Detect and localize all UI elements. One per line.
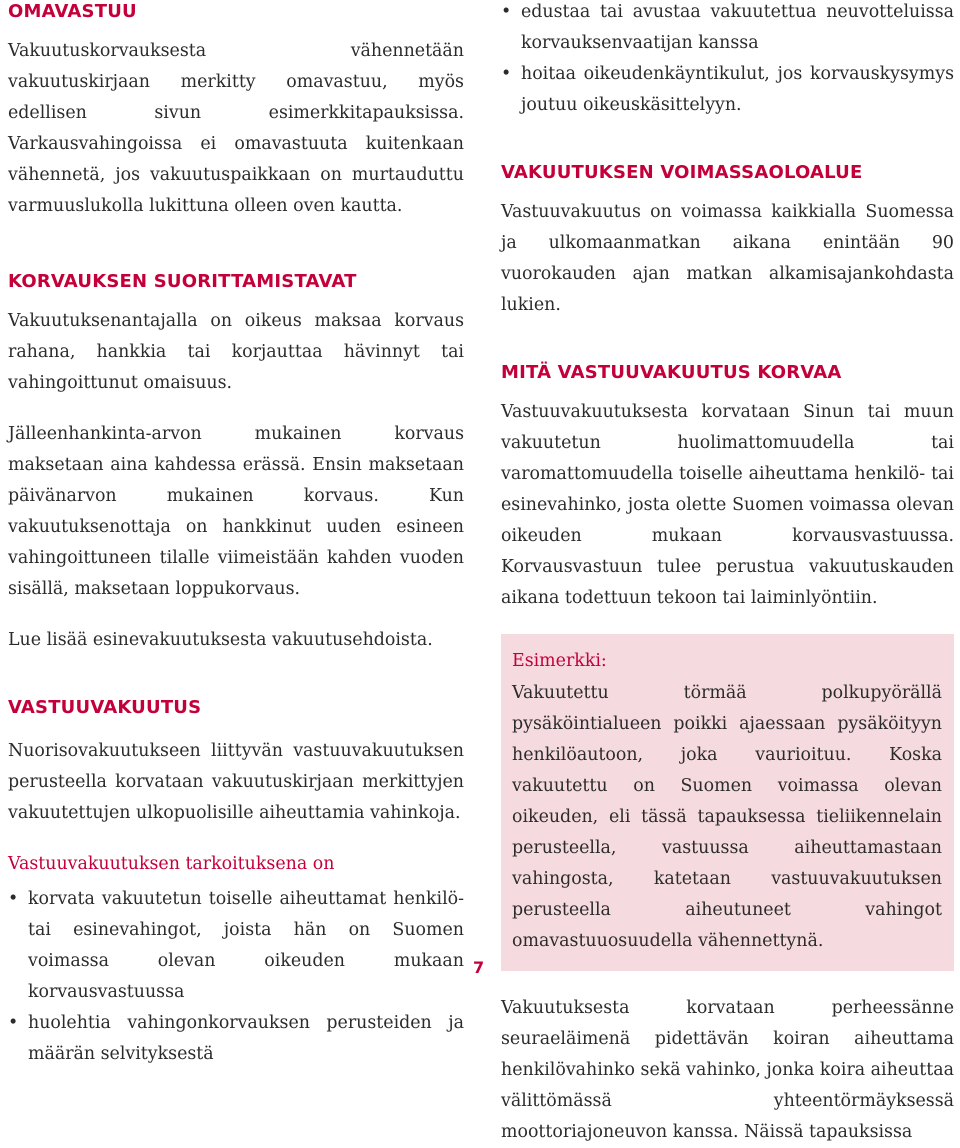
paragraph-jalleenhankinta: Jälleenhankinta-arvon mukainen korvaus maksetaan aina kahdessa erässä. Ensin maksetaan päivänarvon mukainen korvaus. Kun vakuutuksenottaja on hankkinut uuden esineen vahingoittuneen tilalle viimeistään kahden vuoden sisällä, maksetaan loppukorvaus. bbox=[8, 424, 464, 599]
paragraph-lue-lisaa: Lue lisää esinevakuutuksesta vakuutusehdoista. bbox=[8, 630, 433, 650]
list-item: • huolehtia vahingonkorvauksen perusteiden ja määrän selvityksestä bbox=[8, 1008, 464, 1070]
left-column bbox=[8, 0, 464, 1070]
purpose-list bbox=[8, 884, 464, 1070]
list-item: • edustaa tai avustaa vakuutettua neuvotteluissa korvauksenvaatijan kanssa bbox=[501, 0, 954, 59]
paragraph-vastuuvakuutus: Nuorisovakuutukseen liittyvän vastuuvakuutuksen perusteella korvataan vakuutuskirjaan merkittyjen vakuutettujen ulkopuolisille aiheuttamia vahinkoja. bbox=[8, 741, 464, 823]
paragraph-koira: Vakuutuksesta korvataan perheessänne seuraeläimenä pidettävän koiran aiheuttama henkilövahinko sekä vahinko, jonka koira aiheuttaa välittömässä yhteentörmäyksessä moottoriajoneuvon kanssa. Näissä tapauksissa bbox=[501, 998, 954, 1142]
heading-omavastuu: OMAVASTUU bbox=[8, 1, 137, 22]
example-box bbox=[501, 634, 954, 971]
page-number: 7 bbox=[473, 958, 485, 977]
list-item: • hoitaa oikeudenkäyntikulut, jos korvauskysymys joutuu oikeuskäsittelyyn. bbox=[501, 59, 954, 121]
subheading-tarkoitus: Vastuuvakuutuksen tarkoituksena on bbox=[8, 854, 335, 874]
continued-list bbox=[501, 0, 954, 121]
example-title: Esimerkki: bbox=[512, 651, 607, 671]
paragraph-korvaus-rahana: Vakuutuksenantajalla on oikeus maksaa korvaus rahana, hankkia tai korjauttaa hävinnyt tai vahingoittunut omaisuus. bbox=[8, 311, 464, 393]
heading-vastuuvakuutus: VASTUUVAKUUTUS bbox=[8, 697, 202, 718]
heading-voimassaoloalue: VAKUUTUKSEN VOIMASSAOLOALUE bbox=[501, 162, 863, 183]
paragraph-mita-korvaa: Vastuuvakuutuksesta korvataan Sinun tai muun vakuutetun huolimattomuudella tai varomattomuudella toiselle aiheuttama henkilö- tai esinevahinko, josta olette Suomen voimassa olevan oikeuden mukaan korvausvastuussa. Korvausvastuun tulee perustua vakuutuskauden aikana todettuun tekoon tai laiminlyöntiin. bbox=[501, 402, 954, 608]
example-text: Vakuutettu törmää polkupyörällä pysäköintialueen poikki ajaessaan pysäköityyn henkilöautoon, joka vaurioituu. Koska vakuutettu on Suomen voimassa olevan oikeuden, eli tässä tapauksessa tieliikennelain perusteella, vastuussa aiheuttamastaan vahingosta, katetaan vastuuvakuutuksen perusteella aiheutuneet vahingot omavastuuosuudella vähennettynä. bbox=[512, 683, 942, 951]
heading-mita-korvaa: MITÄ VASTUUVAKUUTUS KORVAA bbox=[501, 362, 842, 383]
paragraph-omavastuu: Vakuutuskorvauksesta vähennetään vakuutuskirjaan merkitty omavastuu, myös edellisen sivun esimerkkitapauksissa. Varkausvahingoissa ei omavastuuta kuitenkaan vähennetä, jos vakuutuspaikkaan on murtauduttu varmuuslukolla lukittuna olleen oven kautta. bbox=[8, 41, 464, 216]
paragraph-voimassaoloalue: Vastuuvakuutus on voimassa kaikkialla Suomessa ja ulkomaanmatkan aikana enintään 90 vuorokauden ajan matkan alkamisajankohdasta lukien. bbox=[501, 202, 954, 315]
right-column bbox=[501, 0, 954, 1148]
list-item: • korvata vakuutetun toiselle aiheuttamat henkilö- tai esinevahingot, joista hän on Suomen voimassa olevan oikeuden mukaan korvausvastuussa bbox=[8, 884, 464, 1008]
heading-korvauksen-suorittamistavat: KORVAUKSEN SUORITTAMISTAVAT bbox=[8, 271, 357, 292]
